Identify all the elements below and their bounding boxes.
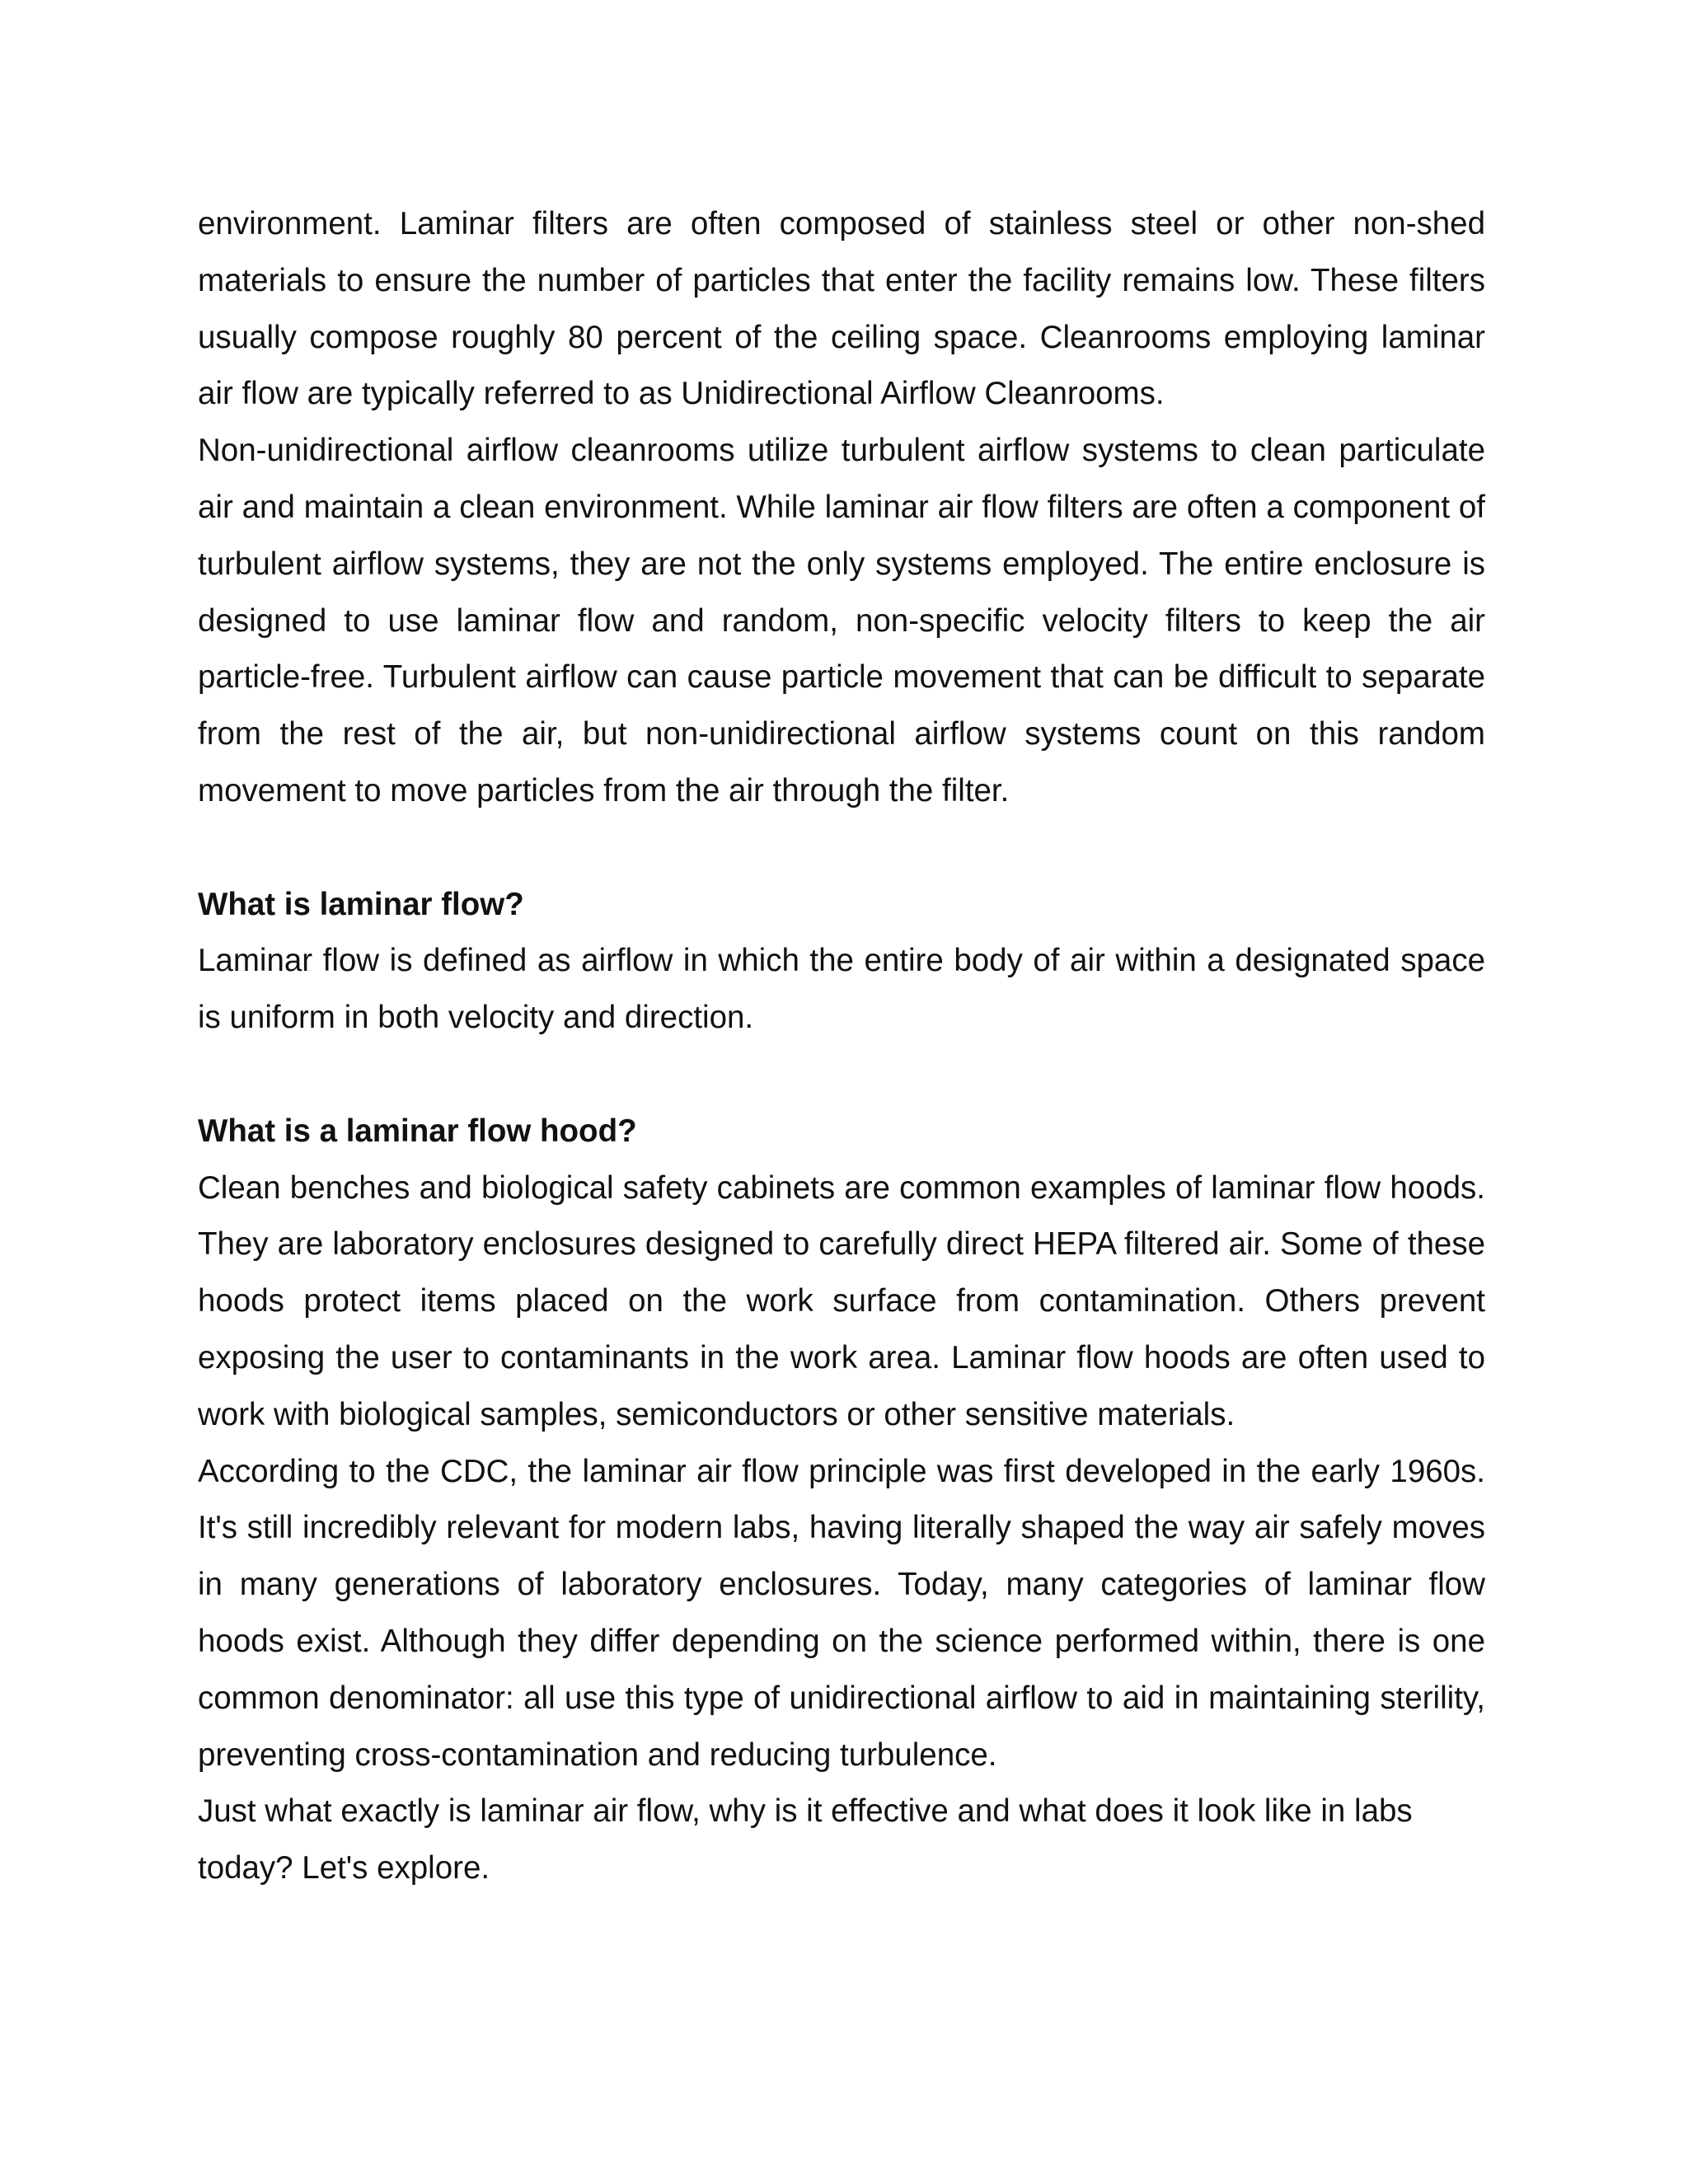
paragraph-non-unidirectional-airflow: Non-unidirectional airflow cleanrooms utilize turbulent airflow systems to clean particulate air and maintain a clean environment. While laminar air flow filters are often a component of turbulent airflow systems, they are not the only systems employed. The entire enclosure is designed to use laminar flow and random, non-specific velocity filters to keep the air particle-free. Turbulent airflow can cause particle movement that can be difficult to separate from the rest of the air, but non-unidirectional airflow systems count on this random movement to move particles from the air through the filter. [198,433,1485,808]
heading-what-is-laminar-flow-hood: What is a laminar flow hood? [198,1113,637,1149]
paragraph-explore: Just what exactly is laminar air flow, why is it effective and what does it look like in labs today? Let's explore. [198,1793,1413,1886]
spacer [198,820,1485,877]
paragraph-cdc-history: According to the CDC, the laminar air flow principle was first developed in the early 1960s. It's still incredibly relevant for modern labs, having literally shaped the way air safely moves in many generations of laboratory enclosures. Today, many categories of laminar flow hoods exist. Although they differ depending on the science performed within, there is one common denominator: all use this type of unidirectional airflow to aid in maintaining sterility, preventing cross-contamination and reducing turbulence. [198,1453,1485,1773]
paragraph-clean-benches: Clean benches and biological safety cabinets are common examples of laminar flow hoods. They are laboratory enclosures designed to carefully direct HEPA filtered air. Some of these hoods protect items placed on the work surface from contamination. Others prevent exposing the user to contaminants in the work area. Laminar flow hoods are often used to work with biological samples, semiconductors or other sensitive materials. [198,1169,1485,1432]
spacer [198,1047,1485,1104]
heading-what-is-laminar-flow: What is laminar flow? [198,886,524,922]
document-page [198,196,1485,1897]
paragraph-laminar-flow-definition: Laminar flow is defined as airflow in which the entire body of air within a designated space is uniform in both velocity and direction. [198,943,1485,1036]
paragraph-laminar-filters: environment. Laminar filters are often composed of stainless steel or other non-shed materials to ensure the number of particles that enter the facility remains low. These filters usually compose roughly 80 percent of the ceiling space. Cleanrooms employing laminar air flow are typically referred to as Unidirectional Airflow Cleanrooms. [198,206,1485,412]
